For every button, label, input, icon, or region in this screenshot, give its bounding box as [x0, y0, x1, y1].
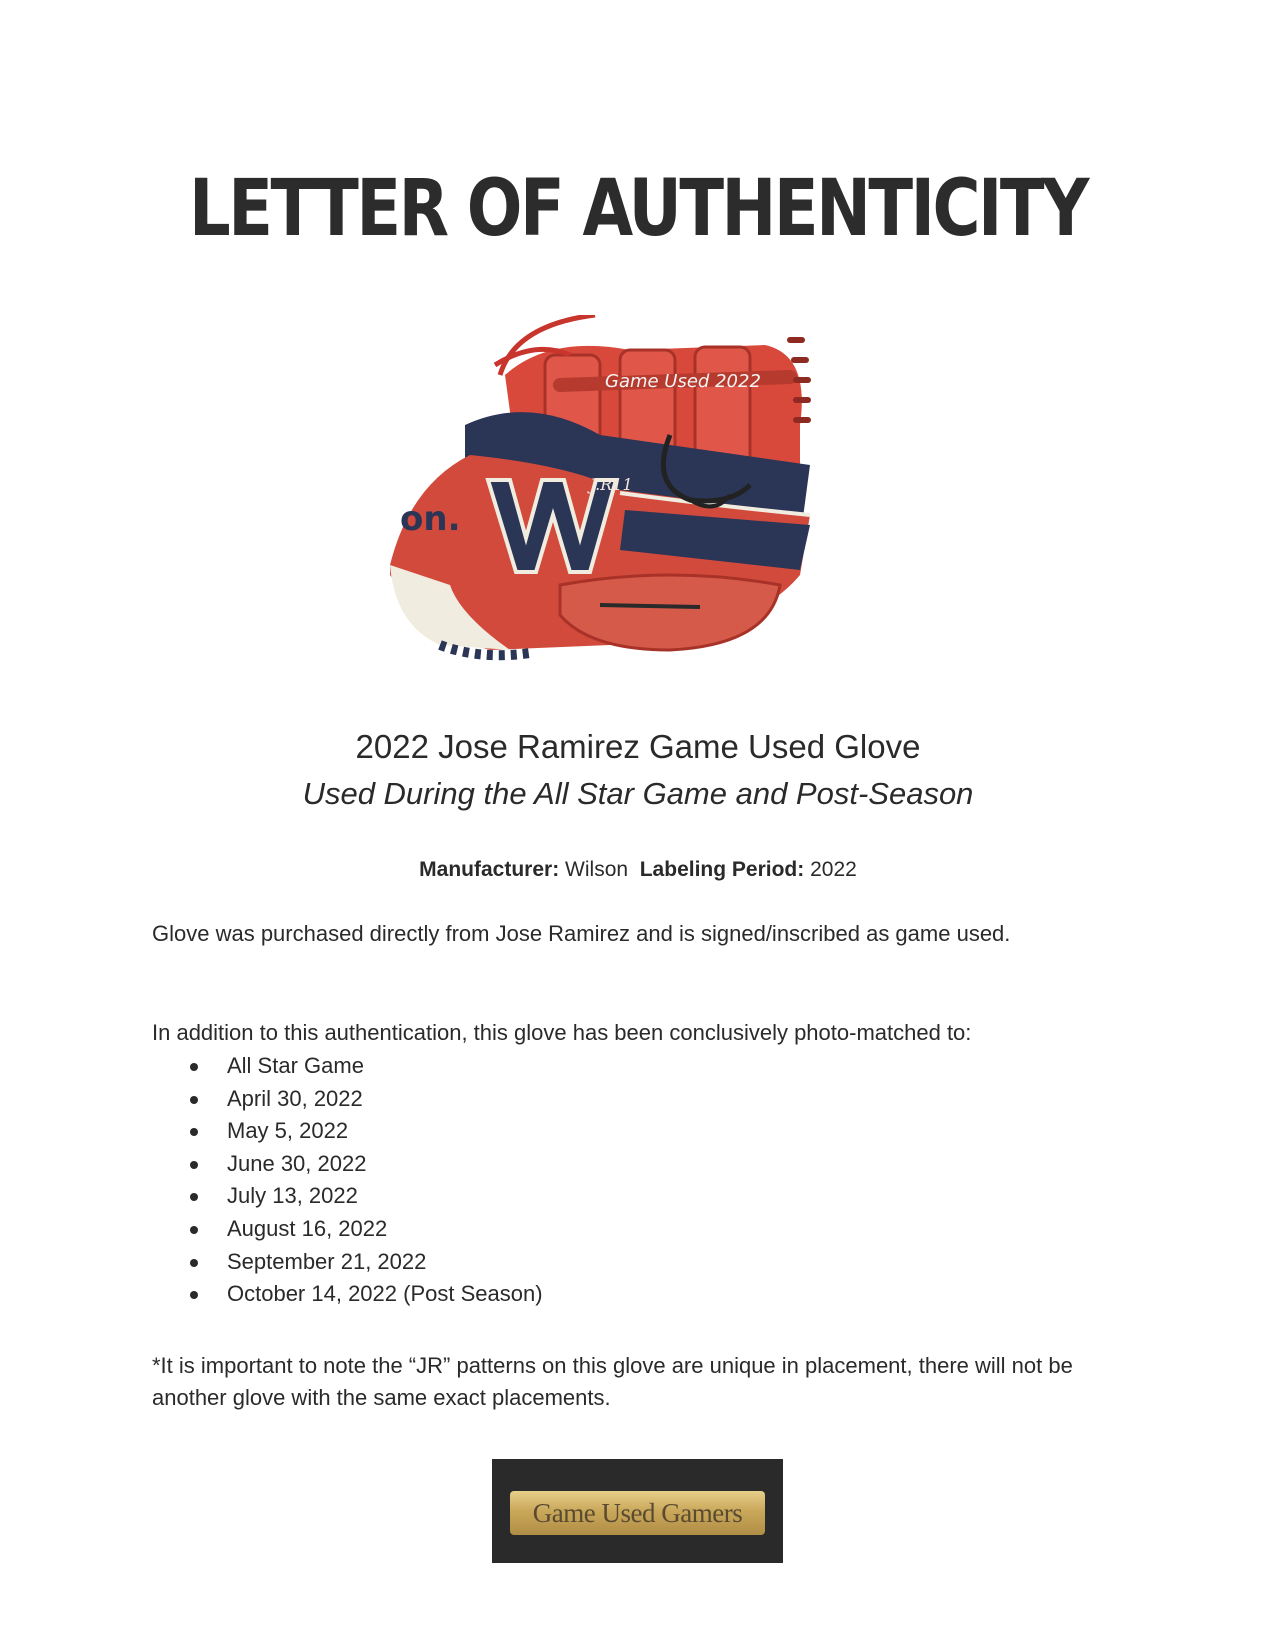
labeling-period-value: 2022 [810, 858, 857, 881]
list-item: July 13, 2022 [152, 1180, 543, 1213]
glove-brand-text: on. [400, 499, 461, 539]
glove-title: 2022 Jose Ramirez Game Used Glove [355, 728, 921, 765]
company-logo [492, 1459, 783, 1563]
photo-match-intro: In addition to this authentication, this glove has been conclusively photo-matched to: [152, 1020, 972, 1045]
manufacturer-value: Wilson [565, 858, 629, 881]
list-item: June 30, 2022 [152, 1148, 543, 1181]
labeling-period-label: Labeling Period: [639, 858, 805, 881]
glove-illustration [370, 315, 870, 695]
list-item: August 16, 2022 [152, 1213, 543, 1246]
photo-match-list [152, 1050, 543, 1311]
logo-text: Game Used Gamers [532, 1497, 743, 1528]
logo-plate [510, 1491, 765, 1535]
list-item: September 21, 2022 [152, 1246, 543, 1279]
list-item: April 30, 2022 [152, 1083, 543, 1116]
glove-initials: J.R11 [590, 475, 633, 494]
purchase-paragraph: Glove was purchased directly from Jose Ramirez and is signed/inscribed as game used. [152, 921, 1011, 946]
glove-photo [370, 315, 870, 695]
manufacturer-label: Manufacturer: [419, 858, 560, 881]
glove-metadata [0, 858, 1276, 882]
list-item: All Star Game [152, 1050, 543, 1083]
page-title: LETTER OF AUTHENTICITY [189, 164, 1087, 254]
uniqueness-note: *It is important to note the “JR” patterns on this glove are unique in placement, there will not be another glove with the same exact placements. [152, 1353, 1073, 1410]
list-item: May 5, 2022 [152, 1115, 543, 1148]
list-item: October 14, 2022 (Post Season) [152, 1278, 543, 1311]
glove-usage-subtitle: Used During the All Star Game and Post-Season [302, 776, 974, 811]
glove-inscription: Game Used 2022 [605, 371, 761, 392]
